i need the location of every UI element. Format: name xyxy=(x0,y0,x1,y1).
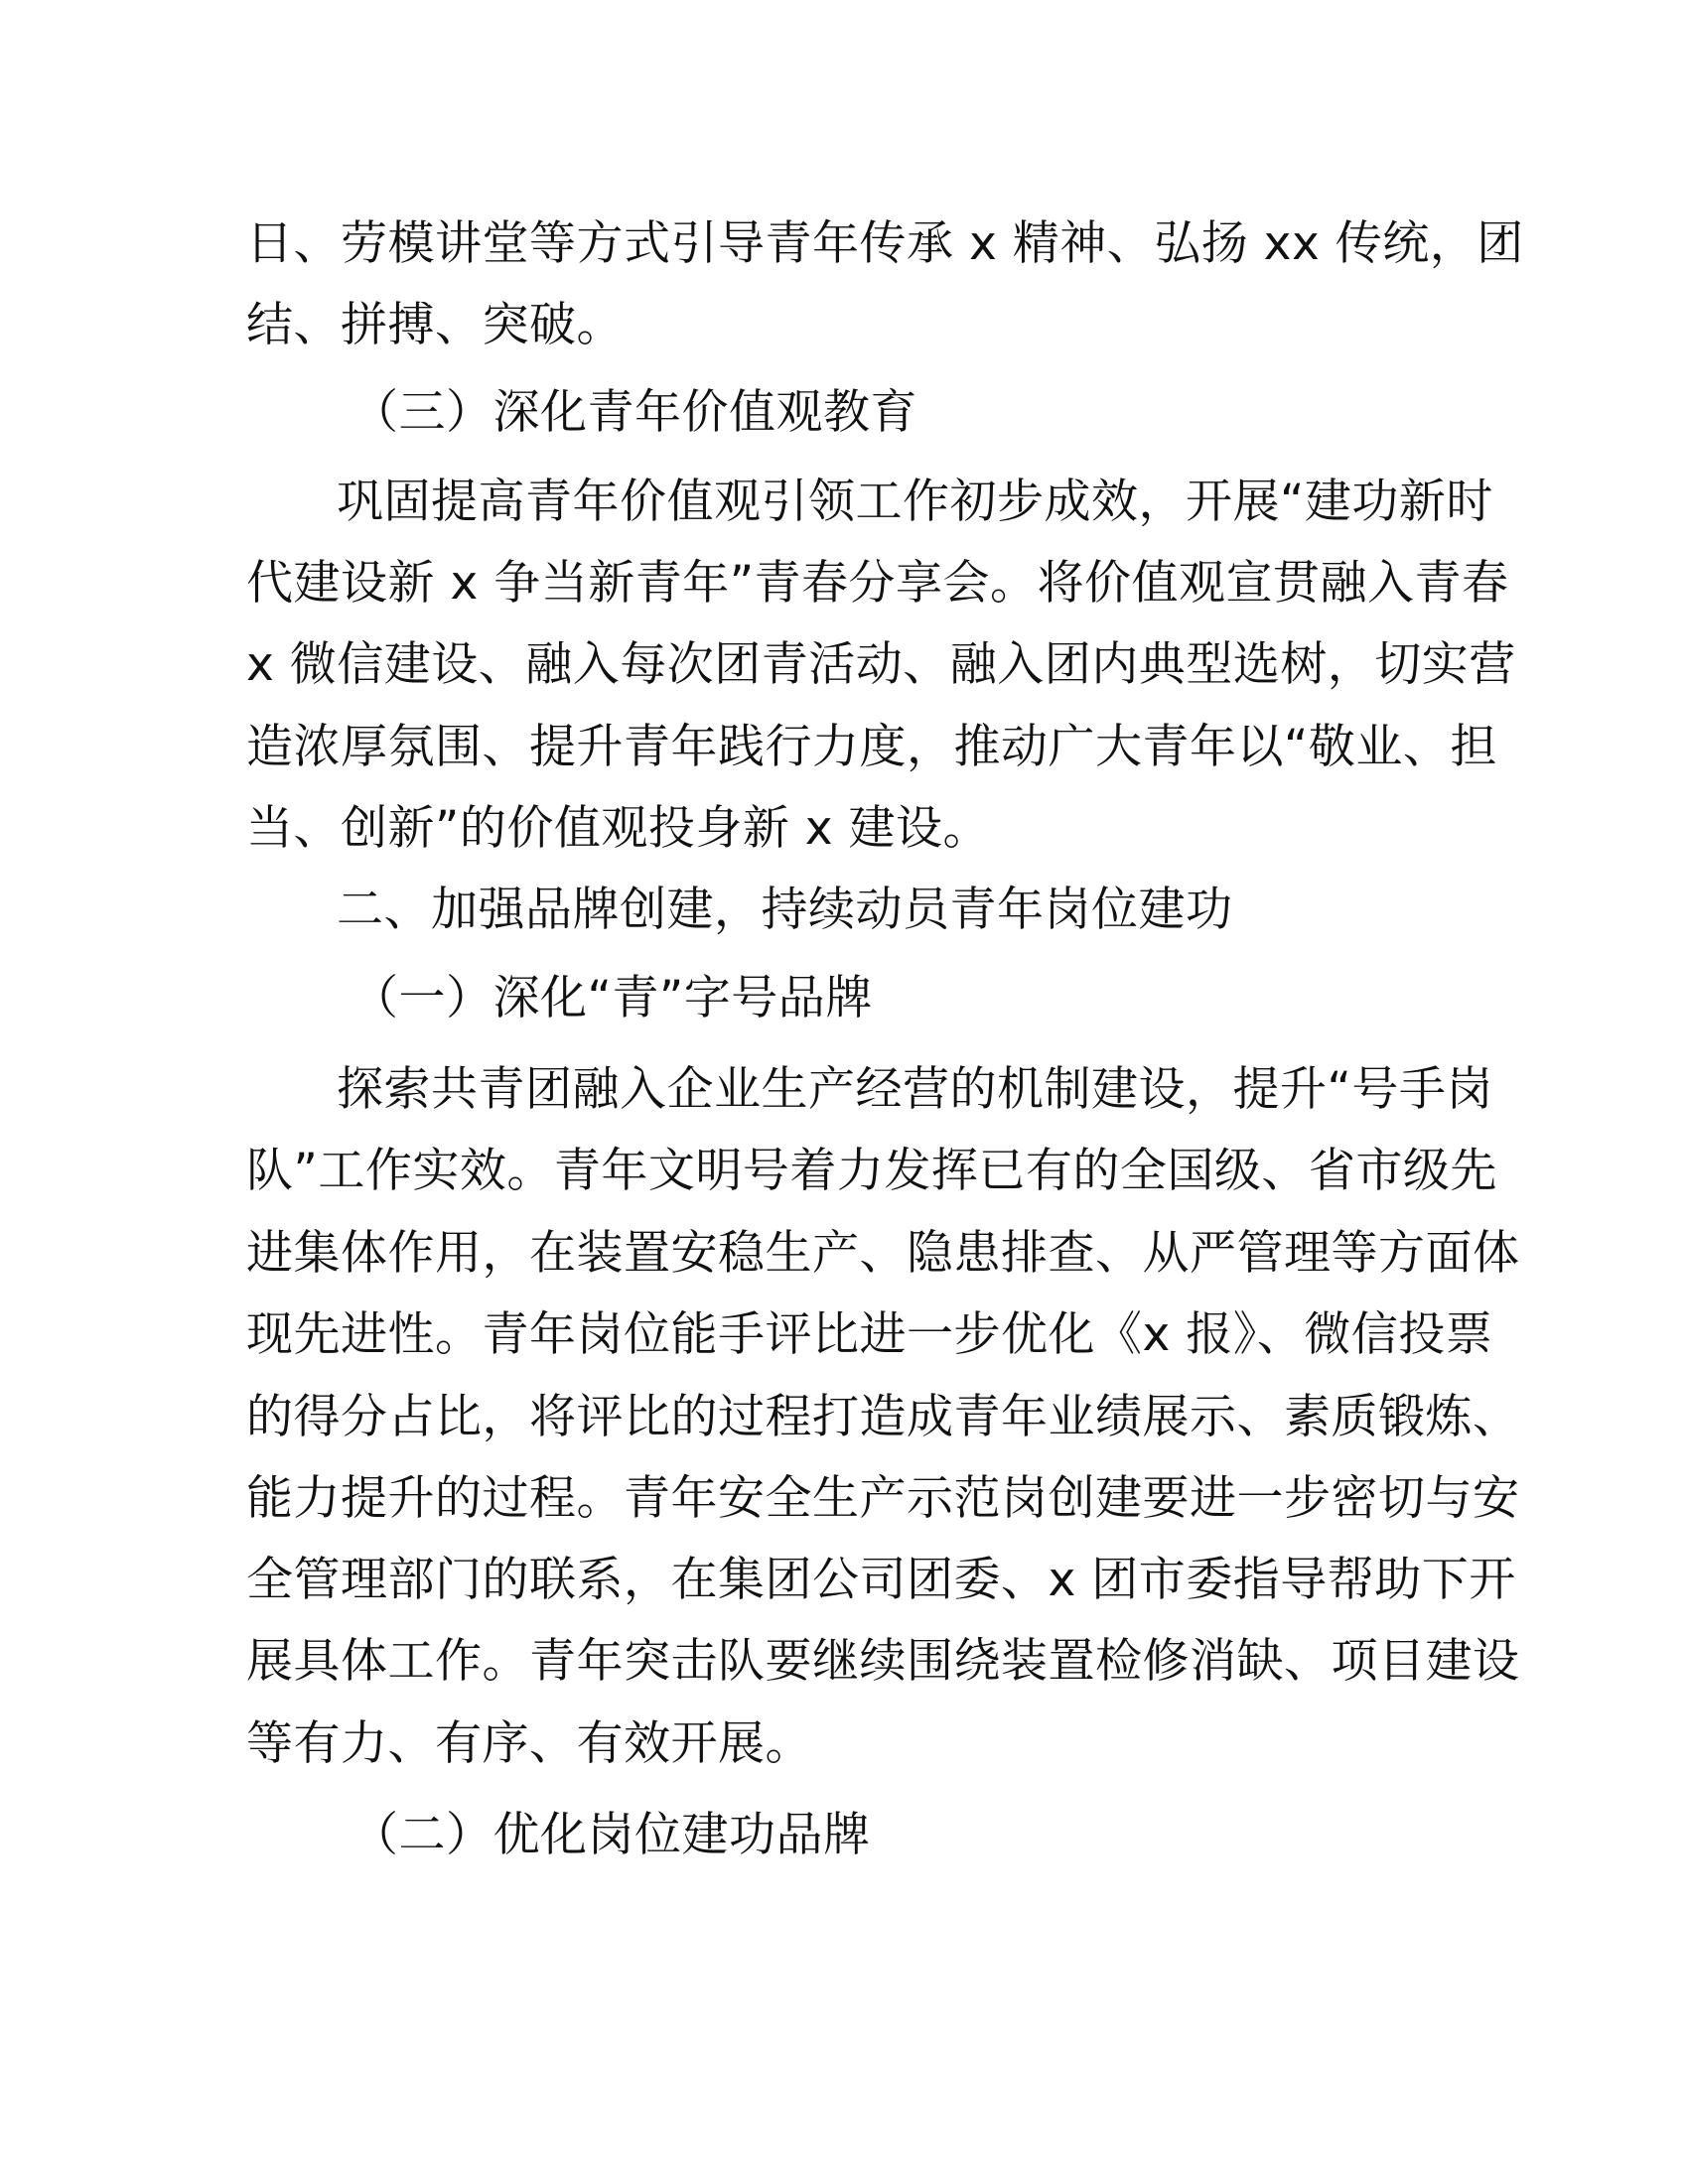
body-text-line: 全管理部门的联系，在集团公司团委、x 团市委指导帮助下开 xyxy=(246,1553,1516,1607)
section-heading: （三）深化青年价值观教育 xyxy=(352,385,917,440)
body-text-line: 等有力、有序、有效开展。 xyxy=(246,1716,812,1771)
body-text-line: 展具体工作。青年突击队要继续围绕装置检修消缺、项目建设 xyxy=(246,1634,1520,1689)
body-text-line: 队”工作实效。青年文明号着力发挥已有的全国级、省市级先 xyxy=(246,1144,1497,1198)
body-text-line: 代建设新 x 争当新青年”青春分享会。将价值观宣贯融入青春 xyxy=(246,556,1509,611)
section-heading: （二）优化岗位建功品牌 xyxy=(352,1808,871,1862)
body-text-line: 结、拼搏、突破。 xyxy=(246,298,624,352)
body-text-line: x 微信建设、融入每次团青活动、融入团内典型选树，切实营 xyxy=(246,637,1516,692)
body-text-line: 日、劳模讲堂等方式引导青年传承 x 精神、弘扬 xx 传统，团 xyxy=(246,216,1524,271)
body-text-line: 当、创新”的价值观投身新 x 建设。 xyxy=(246,801,991,856)
body-text-line: 巩固提高青年价值观引领工作初步成效，开展“建功新时 xyxy=(337,475,1493,529)
body-text-line: 的得分占比，将评比的过程打造成青年业绩展示、素质锻炼、 xyxy=(246,1390,1520,1444)
body-text-line: 探索共青团融入企业生产经营的机制建设，提升“号手岗 xyxy=(337,1062,1493,1117)
body-text-line: 现先进性。青年岗位能手评比进一步优化《x 报》、微信投票 xyxy=(246,1307,1493,1362)
chapter-heading: 二、加强品牌创建，持续动员青年岗位建功 xyxy=(337,883,1233,937)
body-text-line: 进集体作用，在装置安稳生产、隐患排查、从严管理等方面体 xyxy=(246,1226,1520,1281)
section-heading: （一）深化“青”字号品牌 xyxy=(352,971,873,1025)
body-text-line: 造浓厚氛围、提升青年践行力度，推动广大青年以“敬业、担 xyxy=(246,720,1497,774)
body-text-line: 能力提升的过程。青年安全生产示范岗创建要进一步密切与安 xyxy=(246,1471,1520,1526)
